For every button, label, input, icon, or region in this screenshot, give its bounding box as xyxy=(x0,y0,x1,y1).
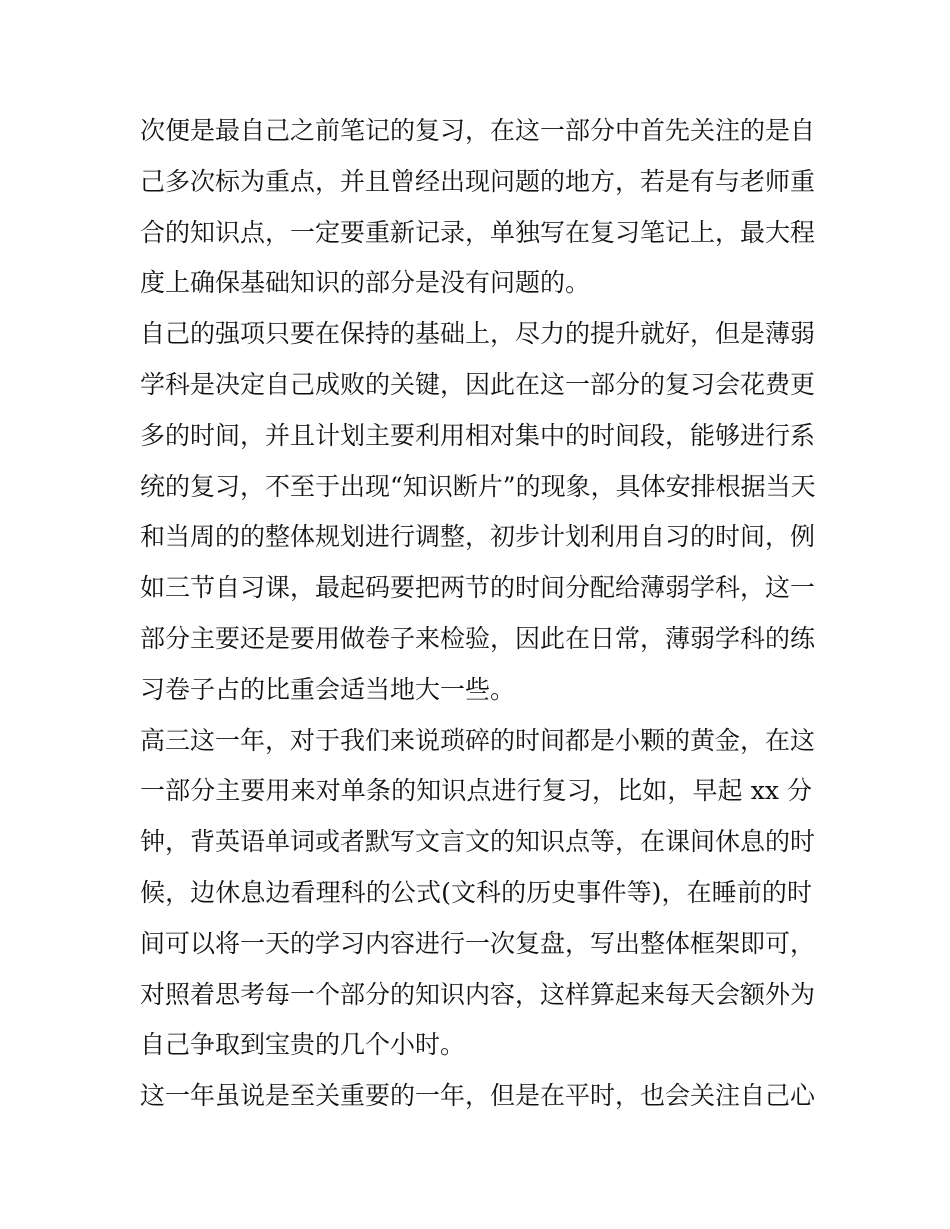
text-line: 部分主要还是要用做卷子来检验，因此在日常，薄弱学科的练 xyxy=(140,623,816,653)
text-line: 自己争取到宝贵的几个小时。 xyxy=(140,1030,466,1060)
text-line: 对照着思考每一个部分的知识内容，这样算起来每天会额外为 xyxy=(140,979,816,1009)
text-line: 钟，背英语单词或者默写文言文的知识点等，在课间休息的时 xyxy=(140,827,816,857)
text-line: 己多次标为重点，并且曾经出现问题的地方，若是有与老师重 xyxy=(140,166,816,196)
text-line: 和当周的的整体规划进行调整，初步计划利用自习的时间，例 xyxy=(140,522,816,552)
text-line: 合的知识点，一定要重新记录，单独写在复习笔记上，最大程 xyxy=(140,217,816,247)
text-line: 候，边休息边看理科的公式(文科的历史事件等)，在睡前的时 xyxy=(140,877,812,907)
text-line: 多的时间，并且计划主要利用相对集中的时间段，能够进行系 xyxy=(140,420,816,450)
body-text xyxy=(140,106,816,1122)
text-line: 自己的强项只要在保持的基础上，尽力的提升就好，但是薄弱 xyxy=(140,319,816,349)
text-line: 学科是决定自己成败的关键，因此在这一部分的复习会花费更 xyxy=(140,369,816,399)
text-line: 高三这一年，对于我们来说琐碎的时间都是小颗的黄金，在这 xyxy=(140,725,816,755)
text-line: 这一年虽说是至关重要的一年，但是在平时，也会关注自己心 xyxy=(140,1081,816,1111)
text-line: 统的复习，不至于出现“知识断片”的现象，具体安排根据当天 xyxy=(140,471,816,501)
text-line: 间可以将一天的学习内容进行一次复盘，写出整体框架即可， xyxy=(140,928,816,958)
text-line: 习卷子占的比重会适当地大一些。 xyxy=(140,674,516,704)
text-line: 如三节自习课，最起码要把两节的时间分配给薄弱学科，这一 xyxy=(140,573,816,603)
text-line: 一部分主要用来对单条的知识点进行复习，比如，早起 xx 分 xyxy=(140,776,812,806)
text-line: 次便是最自己之前笔记的复习，在这一部分中首先关注的是自 xyxy=(140,116,816,145)
text-line: 度上确保基础知识的部分是没有问题的。 xyxy=(140,268,591,298)
